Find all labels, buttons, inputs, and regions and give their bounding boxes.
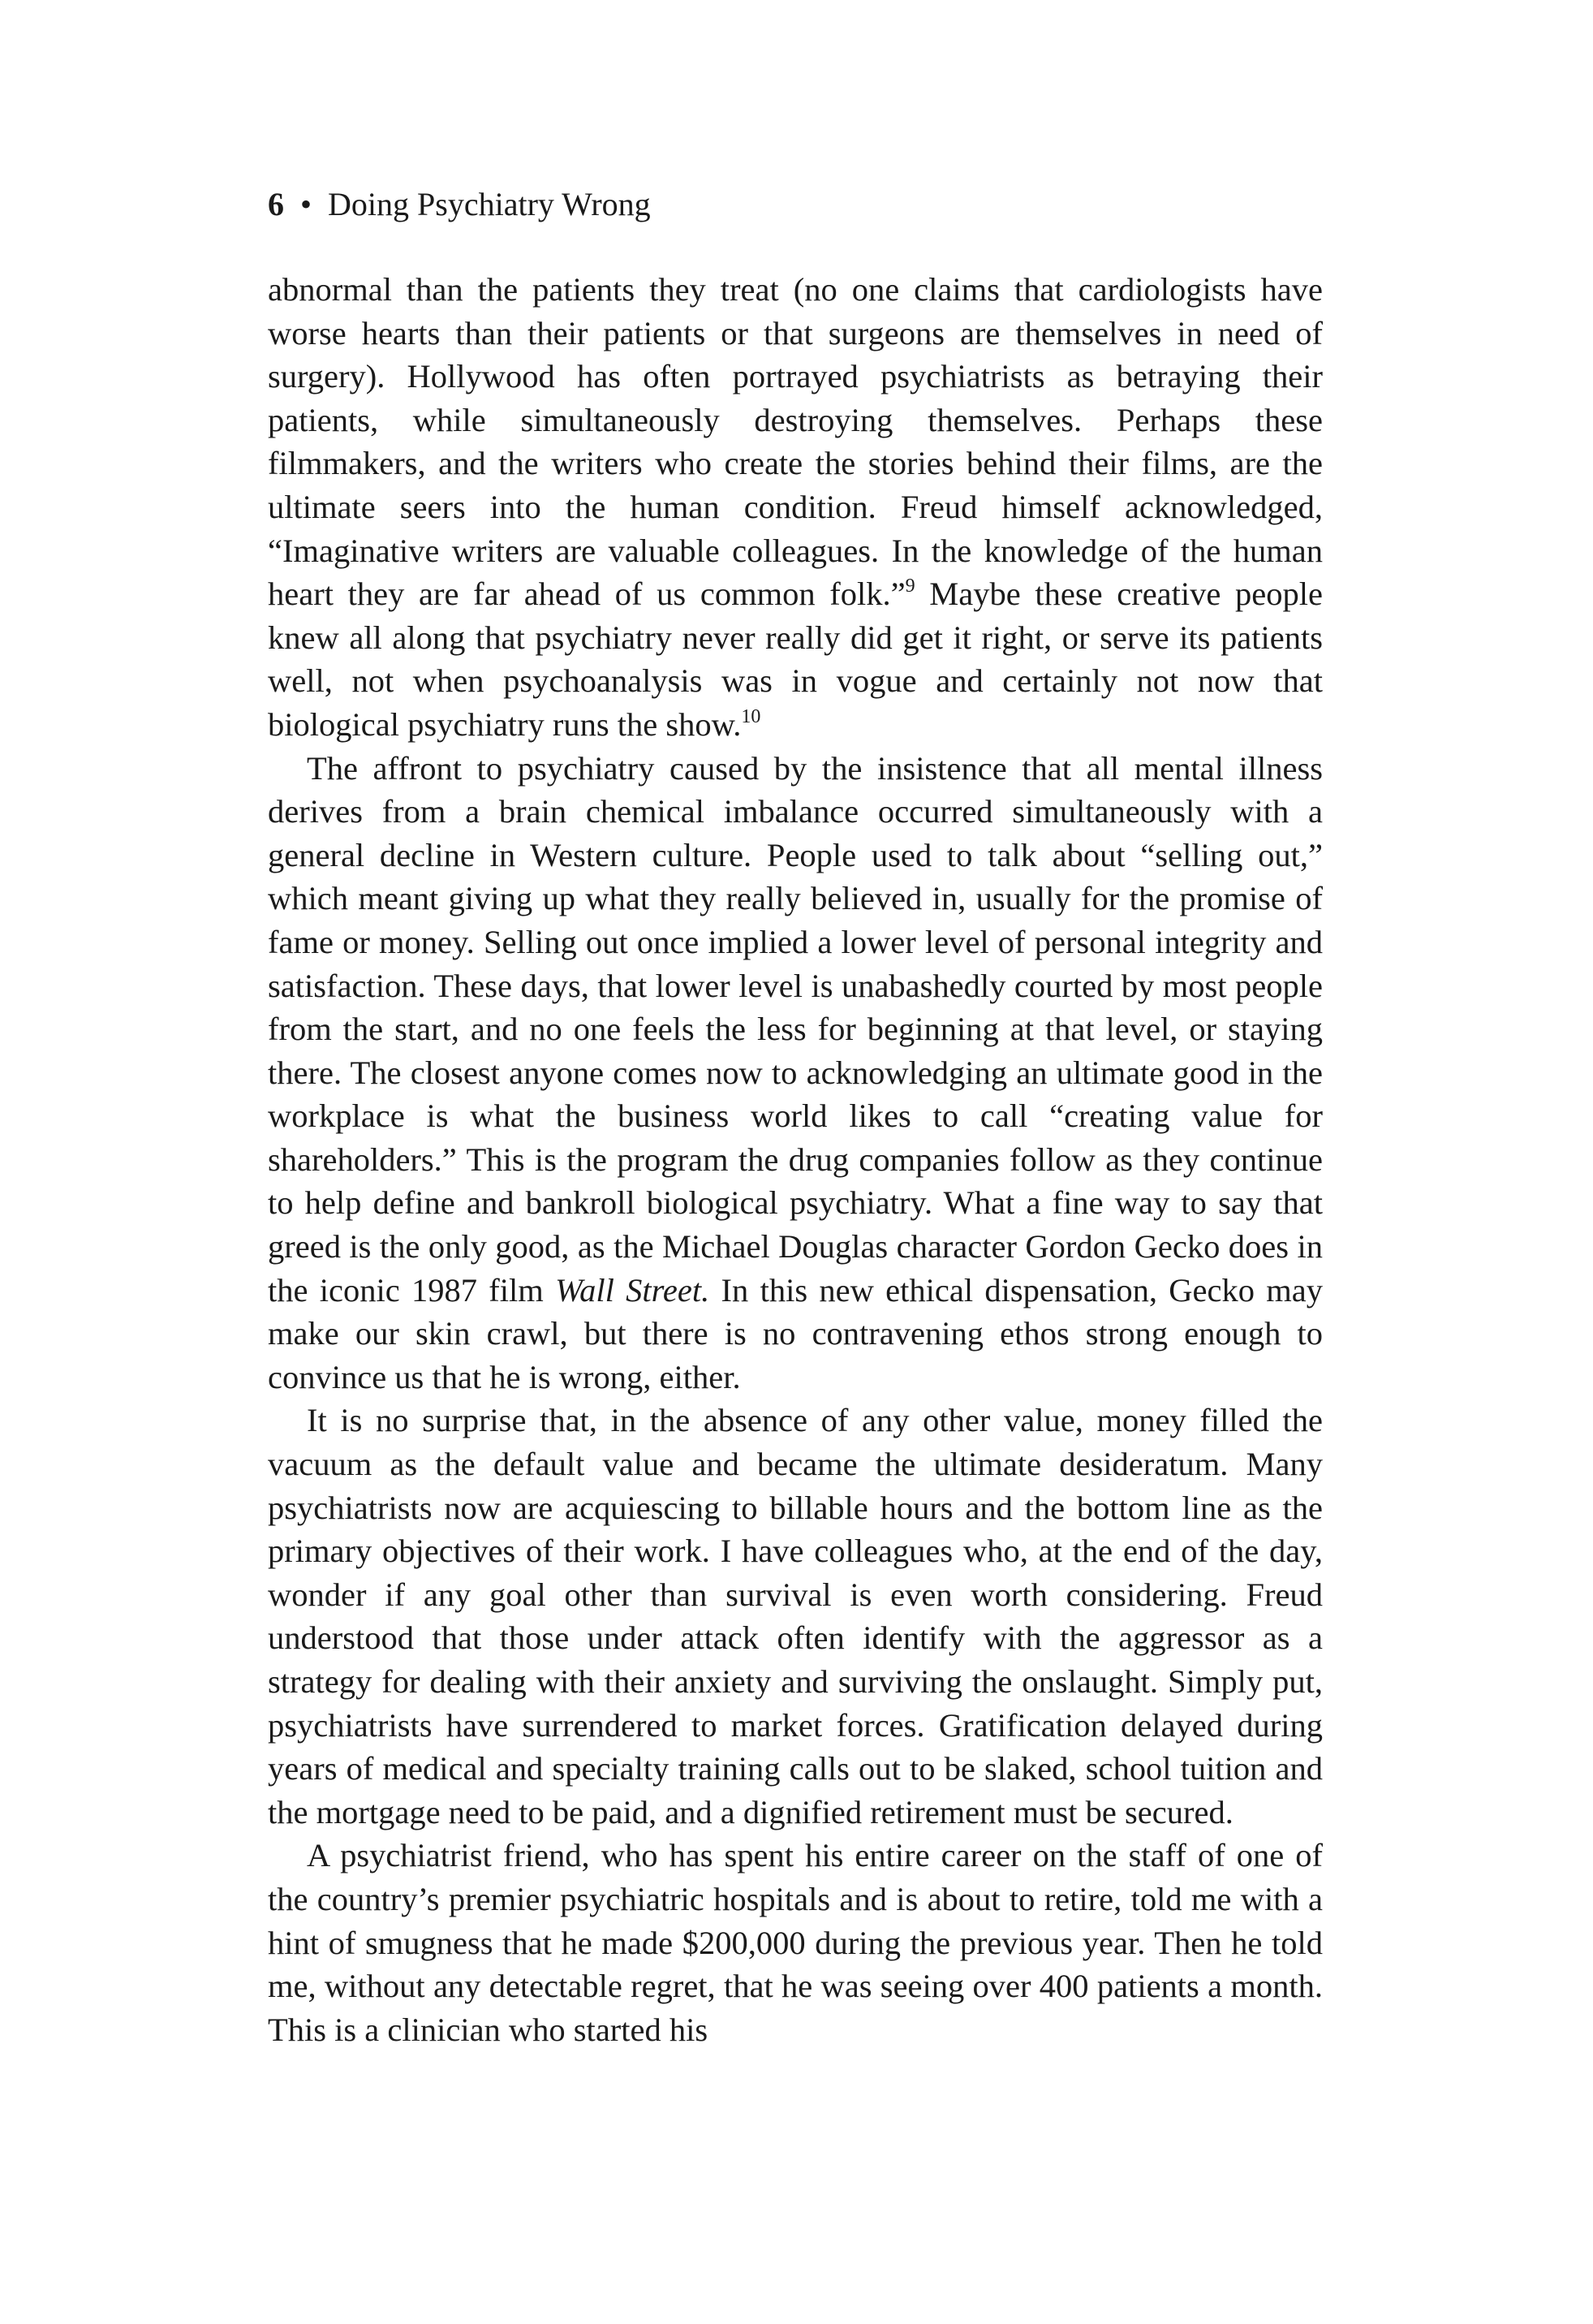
footnote-ref-10[interactable]: 10 [741, 705, 761, 727]
paragraph-2: The affront to psychiatry caused by the insistence that all mental illness derives from a brain chemical imbalance occurred simultaneously with a general decline in Western culture. People used to talk about “selling out,” which meant giving up what they really believed in, usually for the promise of fame or money. Selling out once implied a lower level of personal integrity and satisfaction. These days, that lower level is unabashedly courted by most people from the start, and no one feels the less for beginning at that level, or staying there. The closest anyone comes now to acknowledging an ultimate good in the workplace is what the business world likes to call “creating value for shareholders.” This is the program the drug companies follow as they continue to help define and bankroll biological psychiatry. What a fine way to say that greed is the only good, as the Michael Douglas character Gordon Gecko does in the iconic 1987 film Wall Street. In this new ethical dispensation, Gecko may make our skin crawl, but there is no contravening ethos strong enough to convince us that he is wrong, either. [268, 749, 1323, 1395]
paragraph-3: It is no surprise that, in the absence of any other value, money filled the vacuum as the default value and became the ultimate desideratum. Many psychiatrists now are acquiescing to billable hours and the bottom line as the primary objectives of their work. I have colleagues who, at the end of the day, wonder if any goal other than survival is even worth considering. Freud understood that those under attack often identify with the aggressor as a strategy for dealing with their anxiety and surviving the onslaught. Simply put, psychiatrists have surrendered to market forces. Gratification delayed during years of medical and specialty training calls out to be slaked, school tuition and the mortgage need to be paid, and a dignified retirement must be secured. [268, 1402, 1323, 1830]
body-text [268, 268, 1323, 2051]
separator-bullet: • [300, 186, 312, 222]
paragraph-4: A psychiatrist friend, who has spent his entire career on the staff of one of the country’s premier psychiatric hospitals and is about to retire, told me with a hint of smugness that he made $200,000 during the previous year. Then he told me, without any detectable regret, that he was seeing over 400 patients a month. This is a clinician who started his [268, 1837, 1323, 2048]
paragraph-1: abnormal than the patients they treat (no one claims that cardiologists have worse hearts than their patients or that surgeons are themselves in need of surgery). Hollywood has often portrayed psychiatrists as betraying their patients, while simultaneously destroying themselves. Perhaps these filmmakers, and the writers who create the stories behind their films, are the ultimate seers into the human condition. Freud himself acknowledged, “Imaginative writers are valuable colleagues. In the knowledge of the human heart they are far ahead of us common folk.”$^9$ Maybe these creative people knew all along that psychiatry never really did get it right, or serve its patients well, not when psychoanalysis was in vogue and certainly not now that biological psychiatry runs the show.$^{10}$ [268, 271, 1323, 743]
film-title: Wall Street. [555, 1271, 710, 1309]
book-title: Doing Psychiatry Wrong [328, 186, 651, 222]
running-head [268, 180, 651, 229]
footnote-ref-9[interactable]: 9 [905, 576, 915, 597]
page-number: 6 [268, 186, 284, 222]
